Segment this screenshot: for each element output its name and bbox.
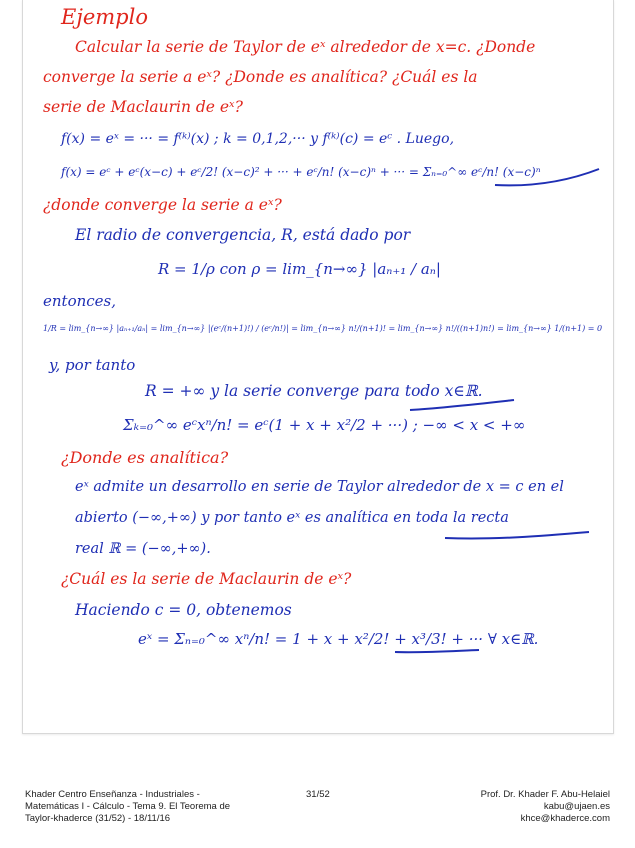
footer-left-line-2: Matemáticas I - Cálculo - Tema 9. El Teorema de bbox=[25, 801, 231, 812]
entonces-label: entonces, bbox=[43, 292, 117, 310]
footer-page-number bbox=[306, 789, 330, 801]
question-line-3: serie de Maclaurin de eˣ? bbox=[43, 98, 243, 116]
where-analytic-question: ¿Donde es analítica? bbox=[61, 448, 229, 467]
radius-infinite-line: R = +∞ y la serie converge para todo x∈ℝ. bbox=[145, 382, 483, 400]
author-email-2: khce@khaderce.com bbox=[520, 813, 610, 824]
footer-left bbox=[25, 789, 230, 825]
maclaurin-result: eˣ = Σₙ₌₀^∞ xⁿ/n! = 1 + x + x²/2! + x³/3! + ··· ∀ x∈ℝ. bbox=[138, 630, 539, 648]
example-heading: Ejemplo bbox=[61, 5, 148, 29]
footer-left-line-1: Khader Centro Enseñanza - Industriales - bbox=[25, 789, 200, 800]
limit-chain: 1/R = lim_{n→∞} |aₙ₊₁/aₙ| = lim_{n→∞} |(eᶜ/(n+1)!) / (eᶜ/n!)| = lim_{n→∞} n!/(n+1)! = lim_{n→∞} n!/((n+1)n!) = lim_{n→∞} 1/(n+1) = 0 bbox=[43, 324, 603, 333]
author-name: Prof. Dr. Khader F. Abu-Helaiel bbox=[480, 789, 610, 800]
por-tanto-label: y, por tanto bbox=[49, 356, 136, 374]
analytic-line-2: abierto (−∞,+∞) y por tanto eˣ es analítica en toda la recta bbox=[75, 510, 509, 526]
analytic-line-1: eˣ admite un desarrollo en serie de Taylor alrededor de x = c en el bbox=[75, 479, 564, 495]
maclaurin-underline bbox=[393, 646, 483, 656]
haciendo-line: Haciendo c = 0, obtenemos bbox=[75, 601, 292, 619]
handwritten-page bbox=[22, 0, 614, 734]
page-number: 31/52 bbox=[306, 789, 330, 800]
analytic-underline bbox=[443, 528, 593, 544]
taylor-series-line: f(x) = eᶜ + eᶜ(x−c) + eᶜ/2! (x−c)² + ··· + eᶜ/n! (x−c)ⁿ + ··· = Σₙ₌₀^∞ eᶜ/n! (x−c)ⁿ bbox=[61, 165, 541, 179]
radius-formula: R = 1/ρ con ρ = lim_{n→∞} |aₙ₊₁ / aₙ| bbox=[158, 260, 441, 278]
question-line-1: Calcular la serie de Taylor de eˣ alrededor de x=c. ¿Donde bbox=[75, 38, 536, 56]
footer-left-line-3: Taylor-khaderce (31/52) - 18/11/16 bbox=[25, 813, 171, 824]
radius-infinite-underline bbox=[408, 398, 518, 414]
question-line-2: converge la serie a eˣ? ¿Donde es analítica? ¿Cuál es la bbox=[43, 68, 478, 86]
where-converge-question: ¿donde converge la serie a eˣ? bbox=[43, 196, 282, 214]
radius-intro: El radio de convergencia, R, está dado por bbox=[75, 226, 411, 244]
derivatives-line: f(x) = eˣ = ··· = f⁽ᵏ⁾(x) ; k = 0,1,2,··· y f⁽ᵏ⁾(c) = eᶜ . Luego, bbox=[61, 131, 455, 147]
series-underline bbox=[493, 165, 603, 189]
analytic-line-3: real ℝ = (−∞,+∞). bbox=[75, 541, 211, 557]
author-email-1: kabu@ujaen.es bbox=[543, 801, 610, 812]
series-result: Σₖ₌₀^∞ eᶜxⁿ/n! = eᶜ(1 + x + x²/2 + ···) ; −∞ < x < +∞ bbox=[123, 416, 526, 434]
footer-right bbox=[481, 789, 610, 825]
maclaurin-question: ¿Cuál es la serie de Maclaurin de eˣ? bbox=[61, 570, 352, 588]
